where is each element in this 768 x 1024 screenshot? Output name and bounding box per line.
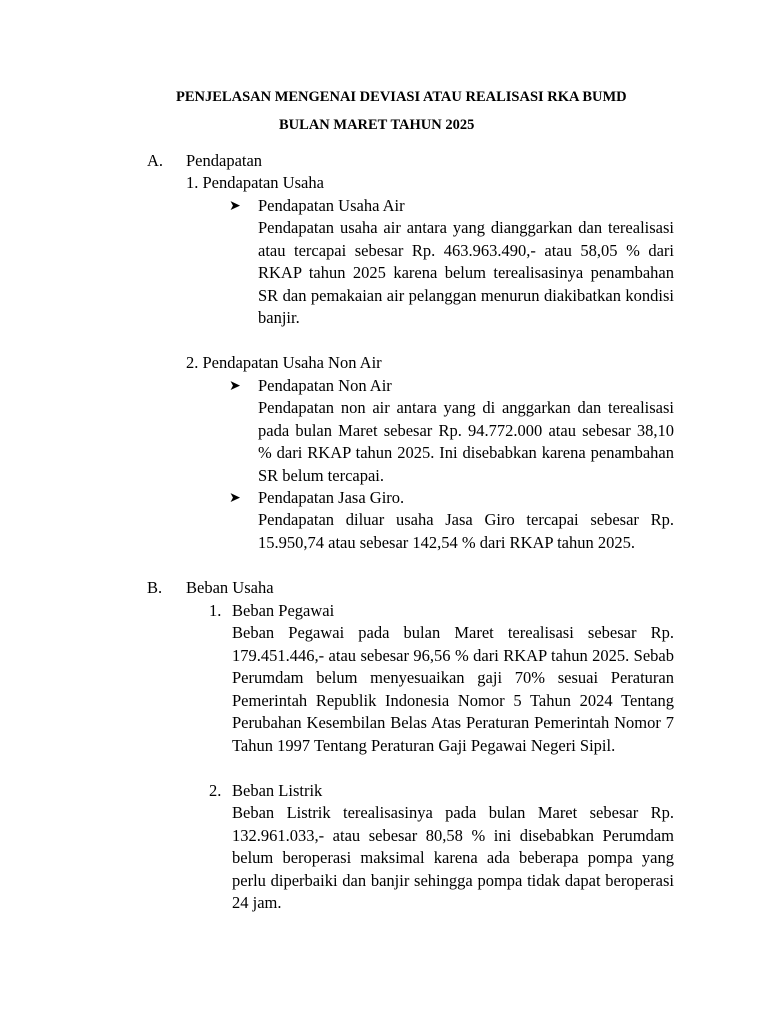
paragraph-non-air: Pendapatan non air antara yang di anggarkan dan terealisasi pada bulan Maret sebesar Rp. 94.772.000 atau sebesar 38,10 % dari RKAP tahun 2025. Ini disebabkan karena penambahan SR belum tercapai. <box>258 398 674 485</box>
bullet-title-non-air: Pendapatan Non Air <box>258 376 392 395</box>
document-title: PENJELASAN MENGENAI DEVIASI ATAU REALISASI RKA BUMD <box>176 89 627 105</box>
arrowhead-bullet-icon: ➤ <box>229 490 241 506</box>
section-b-letter: B. <box>147 578 163 597</box>
section-a-subheading-1: 1. Pendapatan Usaha <box>186 173 324 192</box>
item-number-1: 1. <box>209 601 222 620</box>
section-a-heading: Pendapatan <box>186 151 263 170</box>
arrowhead-bullet-icon: ➤ <box>229 198 241 214</box>
item-title-beban-listrik: Beban Listrik <box>232 781 323 800</box>
section-a-letter: A. <box>147 151 164 170</box>
bullet-title-usaha-air: Pendapatan Usaha Air <box>258 196 405 215</box>
bullet-title-jasa-giro: Pendapatan Jasa Giro. <box>258 488 405 507</box>
item-number-2: 2. <box>209 781 222 800</box>
section-b-heading: Beban Usaha <box>186 578 274 597</box>
document-subtitle: BULAN MARET TAHUN 2025 <box>279 117 475 133</box>
arrowhead-bullet-icon: ➤ <box>229 378 241 394</box>
paragraph-jasa-giro: Pendapatan diluar usaha Jasa Giro tercapai sebesar Rp. 15.950,74 atau sebesar 142,54 % dari RKAP tahun 2025. <box>258 510 674 552</box>
paragraph-usaha-air: Pendapatan usaha air antara yang dianggarkan dan terealisasi atau tercapai sebesar Rp. 463.963.490,- atau 58,05 % dari RKAP tahun 2025 karena belum terealisasinya penambahan SR dan pemakaian air pelanggan menurun diakibatkan kondisi banjir. <box>258 218 674 328</box>
item-title-beban-pegawai: Beban Pegawai <box>232 601 335 620</box>
paragraph-beban-pegawai: Beban Pegawai pada bulan Maret terealisasi sebesar Rp. 179.451.446,- atau sebesar 96,56 % dari RKAP tahun 2025. Sebab Perumdam belum menyesuaikan gaji 70% sesuai Peraturan Pemerintah Republik Indonesia Nomor 5 Tahun 2024 Tentang Perubahan Kesembilan Belas Atas Peraturan Pemerintah Nomor 7 Tahun 1997 Tentang Peraturan Gaji Pegawai Negeri Sipil. <box>232 623 674 755</box>
paragraph-beban-listrik: Beban Listrik terealisasinya pada bulan Maret sebesar Rp. 132.961.033,- atau sebesar 80,58 % ini disebabkan Perumdam belum beroperasi maksimal karena ada beberapa pompa yang perlu diperbaiki dan banjir sehingga pompa tidak dapat beroperasi 24 jam. <box>232 803 674 913</box>
section-a-subheading-2: 2. Pendapatan Usaha Non Air <box>186 353 382 372</box>
